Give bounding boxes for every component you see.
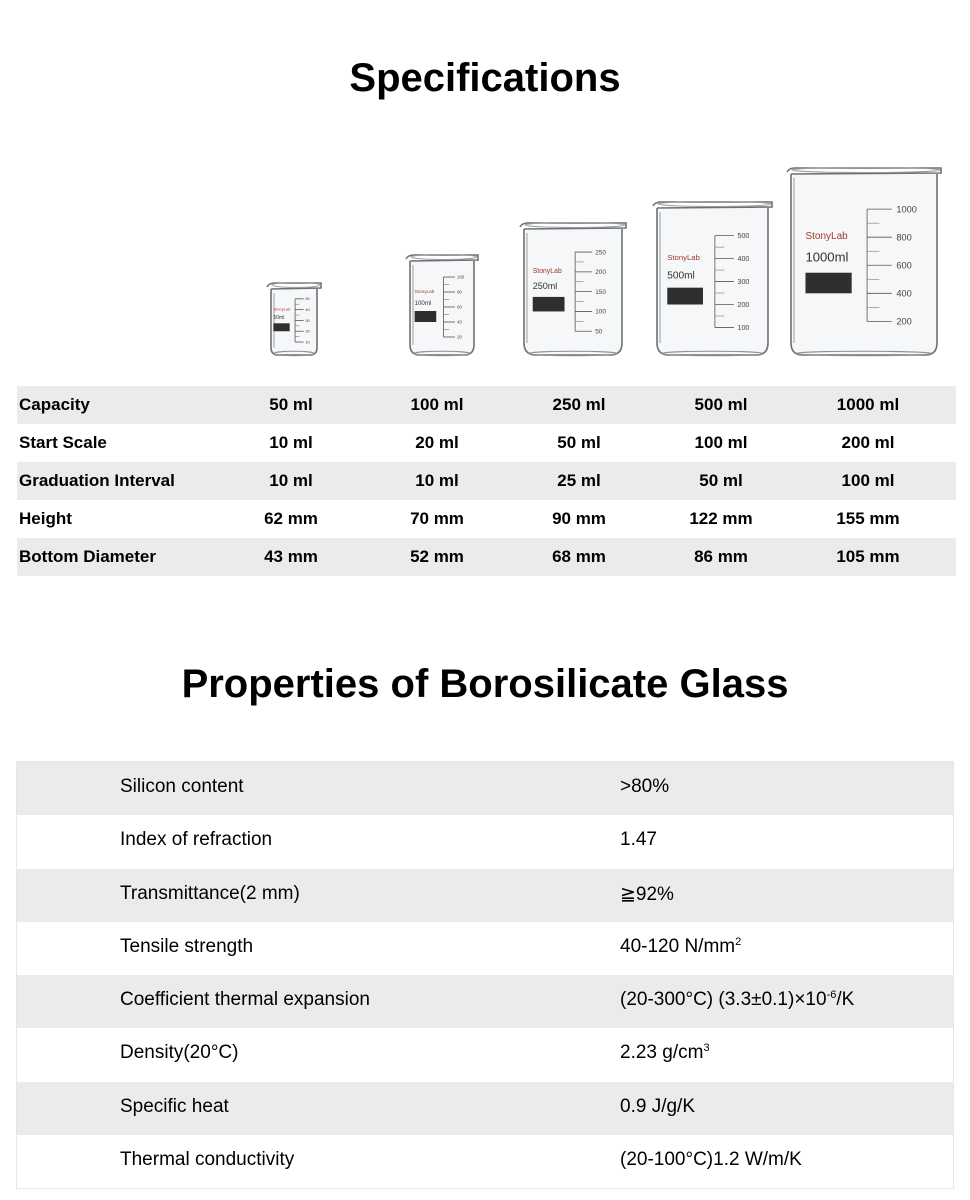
spec-cell: 62 mm bbox=[264, 509, 318, 528]
spec-cell: 500 ml bbox=[694, 395, 748, 414]
spec-cell: 10 ml bbox=[415, 471, 459, 490]
beaker-scale-label: 500 bbox=[737, 232, 750, 241]
spec-cell: 70 mm bbox=[410, 509, 464, 528]
spec-cell: 100 ml bbox=[694, 433, 748, 452]
spec-cell: 250 ml bbox=[552, 395, 606, 414]
spec-cell: 100 ml bbox=[410, 395, 464, 414]
beaker-scale-label: 200 bbox=[737, 301, 750, 310]
property-value-text: 40-120 N/mm bbox=[620, 935, 736, 957]
property-value-text: 0.9 J/g/K bbox=[620, 1095, 695, 1117]
spec-row bbox=[17, 462, 956, 500]
property-row bbox=[17, 975, 953, 1028]
beaker-scale-label: 200 bbox=[595, 269, 606, 277]
property-row bbox=[17, 922, 953, 975]
beaker-scale-label: 1000 bbox=[896, 204, 917, 215]
property-name: Index of refraction bbox=[120, 829, 273, 851]
spec-cell: 50 ml bbox=[557, 433, 601, 452]
properties-title: Properties of Borosilicate Glass bbox=[181, 662, 789, 706]
beaker-scale-label: 200 bbox=[896, 316, 912, 327]
beaker-marking-patch bbox=[667, 288, 703, 305]
beaker-brand-label: StonyLab bbox=[532, 268, 562, 276]
beaker-volume-label: 500ml bbox=[667, 270, 695, 282]
property-value bbox=[620, 936, 741, 958]
spec-row bbox=[17, 500, 956, 538]
property-row bbox=[17, 869, 953, 922]
beaker-scale-label: 50 bbox=[595, 328, 603, 336]
spec-cell: 25 ml bbox=[557, 471, 601, 490]
beaker-500ml bbox=[653, 202, 772, 356]
beaker-100ml bbox=[406, 255, 478, 356]
beaker-scale-label: 30 bbox=[305, 317, 310, 323]
beaker-scale-label: 800 bbox=[896, 232, 912, 243]
beaker-1000ml bbox=[787, 168, 941, 356]
property-value-superscript: 3 bbox=[703, 1042, 710, 1055]
spec-row-label: Graduation Interval bbox=[19, 471, 175, 490]
beaker-volume-label: 100ml bbox=[414, 300, 432, 307]
property-row bbox=[17, 815, 953, 868]
spec-cell: 10 ml bbox=[269, 471, 313, 490]
beaker-marking-patch bbox=[533, 297, 565, 312]
spec-cell: 100 ml bbox=[841, 471, 895, 490]
beaker-scale-label: 300 bbox=[737, 278, 750, 287]
specifications-title: Specifications bbox=[349, 56, 621, 100]
spec-cell: 43 mm bbox=[264, 547, 318, 566]
property-value bbox=[620, 829, 657, 851]
beaker-marking-patch bbox=[805, 273, 851, 294]
beaker-scale-label: 400 bbox=[896, 288, 912, 299]
beaker-scale-label: 40 bbox=[457, 319, 462, 325]
spec-row-label: Bottom Diameter bbox=[19, 547, 156, 566]
property-value bbox=[620, 776, 669, 798]
spec-row bbox=[17, 538, 956, 576]
property-value-text: (20-100°C)1.2 W/m/K bbox=[620, 1149, 802, 1171]
property-value-text: 1.47 bbox=[620, 829, 657, 851]
property-row bbox=[17, 762, 953, 815]
property-value-superscript: -6 bbox=[826, 989, 837, 1002]
beaker-illustration bbox=[0, 150, 970, 365]
beaker-scale-label: 20 bbox=[457, 334, 462, 340]
spec-cell: 122 mm bbox=[689, 509, 753, 528]
property-row bbox=[17, 1135, 953, 1188]
property-name: Transmittance(2 mm) bbox=[120, 882, 300, 904]
property-value bbox=[620, 989, 854, 1011]
property-name: Silicon content bbox=[120, 776, 244, 797]
spec-cell: 20 ml bbox=[415, 433, 459, 452]
spec-row bbox=[17, 424, 956, 462]
beaker-marking-patch bbox=[415, 311, 437, 322]
beaker-scale-label: 400 bbox=[737, 255, 750, 264]
property-name: Density(20°C) bbox=[120, 1042, 239, 1064]
spec-row-label: Start Scale bbox=[19, 433, 107, 452]
specifications-table bbox=[17, 386, 956, 576]
beaker-brand-label: StonyLab bbox=[667, 253, 700, 263]
beaker-scale-label: 80 bbox=[457, 289, 462, 295]
beaker-scale-label: 100 bbox=[457, 274, 465, 280]
property-value bbox=[620, 1042, 710, 1064]
beaker-scale-label: 600 bbox=[896, 260, 912, 271]
beaker-scale-label: 100 bbox=[737, 323, 750, 332]
spec-row-label: Height bbox=[19, 509, 72, 528]
beaker-volume-label: 50ml bbox=[273, 315, 285, 321]
beaker-scale-label: 60 bbox=[457, 304, 462, 310]
beaker-brand-label: StonyLab bbox=[414, 289, 435, 294]
beaker-scale-label: 50 bbox=[305, 296, 310, 302]
beaker-brand-label: StonyLab bbox=[273, 306, 291, 312]
beaker-marking-patch bbox=[273, 323, 289, 331]
beaker-50ml bbox=[267, 283, 321, 356]
beaker-volume-label: 250ml bbox=[532, 281, 558, 291]
spec-row bbox=[17, 386, 956, 424]
property-value-superscript: 2 bbox=[735, 935, 742, 948]
property-value bbox=[620, 883, 674, 906]
spec-cell: 52 mm bbox=[410, 547, 464, 566]
beaker-scale-label: 250 bbox=[595, 249, 606, 257]
spec-cell: 1000 ml bbox=[836, 395, 900, 414]
spec-cell: 105 mm bbox=[836, 547, 900, 566]
beaker-scale-label: 150 bbox=[595, 288, 606, 296]
spec-cell: 10 ml bbox=[269, 433, 313, 452]
beaker-scale-label: 10 bbox=[305, 339, 310, 345]
property-row bbox=[17, 1082, 953, 1135]
beaker-scale-label: 40 bbox=[305, 307, 310, 313]
property-name: Specific heat bbox=[120, 1095, 229, 1117]
beaker-scale-label: 100 bbox=[595, 308, 606, 316]
property-value bbox=[620, 1096, 695, 1118]
property-name: Thermal conductivity bbox=[120, 1149, 295, 1171]
spec-cell: 50 ml bbox=[269, 395, 313, 414]
spec-cell: 68 mm bbox=[552, 547, 606, 566]
properties-table bbox=[16, 761, 954, 1189]
property-value bbox=[620, 1149, 802, 1171]
property-value-text: 2.23 g/cm bbox=[620, 1042, 704, 1064]
beaker-volume-label: 1000ml bbox=[805, 249, 849, 265]
spec-cell: 155 mm bbox=[836, 509, 900, 528]
property-value-text: ≧92% bbox=[620, 883, 674, 905]
spec-cell: 90 mm bbox=[552, 509, 606, 528]
beaker-250ml bbox=[520, 223, 626, 356]
spec-cell: 200 ml bbox=[841, 433, 895, 452]
spec-cell: 86 mm bbox=[694, 547, 748, 566]
beaker-scale-label: 20 bbox=[305, 328, 310, 334]
spec-cell: 50 ml bbox=[699, 471, 743, 490]
property-name: Coefficient thermal expansion bbox=[120, 989, 370, 1011]
property-name: Tensile strength bbox=[120, 935, 254, 957]
property-value-text: >80% bbox=[620, 776, 670, 797]
property-value-suffix: /K bbox=[836, 989, 855, 1011]
beaker-brand-label: StonyLab bbox=[805, 231, 848, 243]
property-value-text: (20-300°C) (3.3±0.1)×10 bbox=[620, 989, 827, 1011]
spec-row-label: Capacity bbox=[19, 395, 90, 414]
property-row bbox=[17, 1028, 953, 1081]
